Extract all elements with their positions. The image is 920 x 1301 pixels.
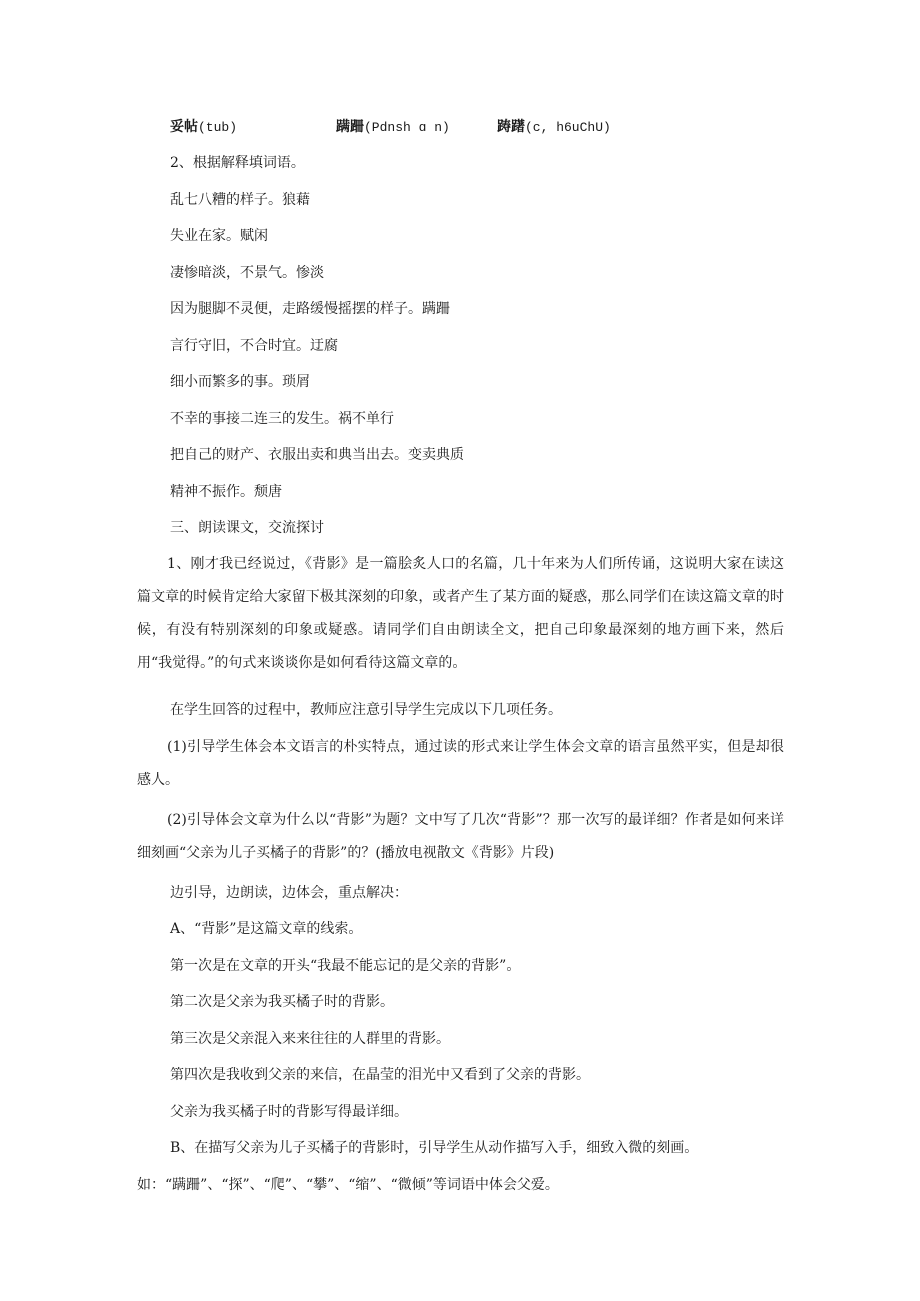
definition-item: 因为腿脚不灵便，走路缓慢摇摆的样子。蹒跚 [170,301,450,317]
paragraph-1: 1、刚才我已经说过，《背影》是一篇脍炙人口的名篇，几十年来为人们所传诵，这说明大家在读这篇文章的时候肯定给大家留下极其深刻的印象，或者产生了某方面的疑惑，那么同学们在读这篇文章的时候，有没有特别深刻的印象或疑惑。请同学们自由朗读全文，把自己印象最深刻的地方画下来，然后用“我觉得。”的句式来谈谈你是如何看待这篇文章的。 [137,556,784,671]
vocab-item [170,117,237,138]
definition-item: 把自己的财产、衣服出卖和典当出去。变卖典质 [170,447,464,463]
task-1: (1)引导学生体会本文语言的朴实特点，通过读的形式来让学生体会文章的语言虽然平实，但是却很感人。 [137,739,784,788]
definition-item: 不幸的事接二连三的发生。祸不单行 [170,411,394,427]
occurrence-item: 第二次是父亲为我买橘子时的背影。 [170,994,394,1010]
vocab-pinyin: (tub) [198,120,238,135]
occurrence-item: 第三次是父亲混入来来往往的人群里的背影。 [170,1031,450,1047]
definition-item: 细小而繁多的事。琐屑 [170,374,310,390]
most-detailed-note: 父亲为我买橘子时的背影写得最详细。 [170,1104,408,1120]
example-words: 如：“蹒跚”、“探”、“爬”、“攀”、“缩”、“微倾”等词语中体会父爱。 [137,1177,559,1193]
vocab-pinyin: (c, h6uChU) [525,120,611,135]
section2-heading: 2、根据解释填词语。 [170,155,305,171]
point-a: A、“背影”是这篇文章的线索。 [170,921,363,937]
vocab-word: 蹒跚 [336,119,364,135]
occurrence-item: 第一次是在文章的开头“我最不能忘记的是父亲的背影”。 [170,958,521,974]
vocab-word: 妥帖 [170,119,198,135]
guide-text: 边引导，边朗读，边体会，重点解决： [170,885,408,901]
vocab-item [336,117,450,138]
definition-item: 言行守旧，不合时宜。迂腐 [170,338,338,354]
definition-item: 失业在家。赋闲 [170,228,268,244]
vocab-item [497,117,611,138]
definition-item: 精神不振作。颓唐 [170,484,282,500]
teacher-note: 在学生回答的过程中，教师应注意引导学生完成以下几项任务。 [170,702,562,718]
vocab-word: 踌躇 [497,119,525,135]
occurrence-item: 第四次是我收到父亲的来信，在晶莹的泪光中又看到了父亲的背影。 [170,1067,590,1083]
definition-item: 凄惨暗淡，不景气。惨淡 [170,265,324,281]
task-2: (2)引导体会文章为什么以“背影”为题？文中写了几次“背影”？那一次写的最详细？作者是如何来详细刻画“父亲为儿子买橘子的背影”的？(播放电视散文《背影》片段) [137,812,784,861]
point-b: B、在描写父亲为儿子买橘子的背影时，引导学生从动作描写入手，细致入微的刻画。 [170,1140,699,1156]
section3-heading: 三、朗读课文，交流探讨 [170,520,324,536]
definition-item: 乱七八糟的样子。狼藉 [170,192,310,208]
vocab-pinyin: (Pdnsh ɑ n) [364,120,450,135]
